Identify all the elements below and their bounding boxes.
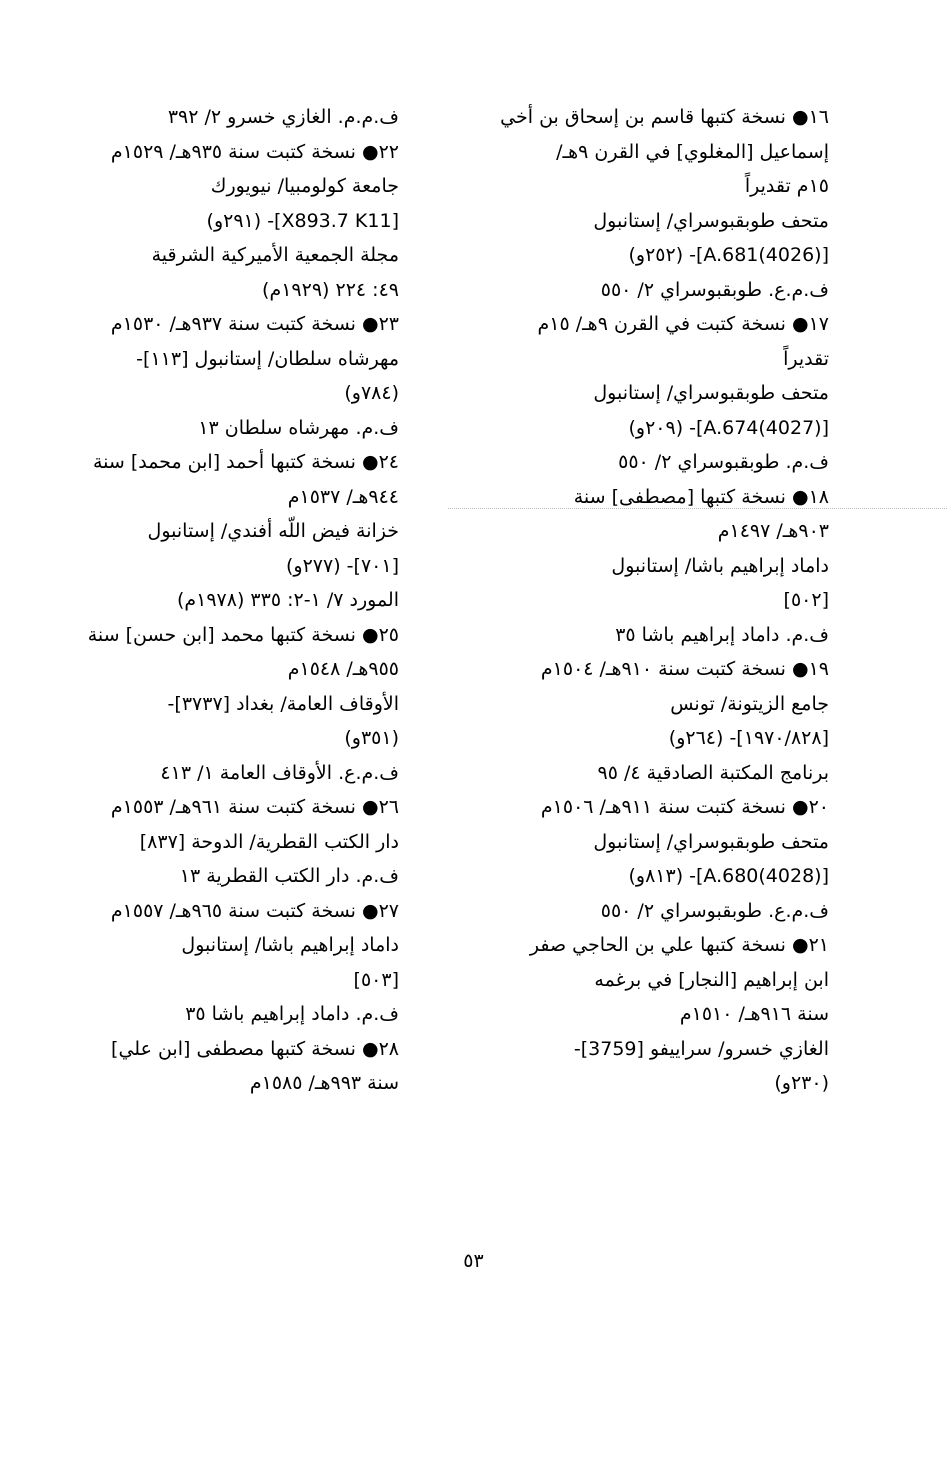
manuscript-entry bbox=[499, 100, 829, 307]
manuscript-entry bbox=[69, 307, 399, 445]
entry-heading-line: ٢٨● نسخة كتبها مصطفى [ابن علي] bbox=[111, 1037, 399, 1060]
manuscript-entry bbox=[499, 790, 829, 928]
entry-detail-line: تقديراً bbox=[783, 347, 829, 370]
entry-detail-line: ٩٤٤هـ/ ١٥٣٧م bbox=[287, 485, 399, 508]
manuscript-entry bbox=[69, 100, 399, 135]
entry-heading-line: ٢٥● نسخة كتبها محمد [ابن حسن] سنة bbox=[87, 623, 399, 646]
entry-detail-line: [٧٠١]- (٢٧٧و) bbox=[286, 554, 399, 577]
entry-detail-line: داماد إبراهيم باشا/ إستانبول bbox=[611, 554, 829, 577]
entry-detail-line: ف.م. مهرشاه سلطان ١٣ bbox=[198, 416, 399, 439]
manuscript-entry bbox=[69, 790, 399, 894]
entry-detail-line: داماد إبراهيم باشا/ إستانبول bbox=[181, 934, 399, 956]
entry-heading-line: ١٦● نسخة كتبها قاسم بن إسحاق بن أخي bbox=[500, 106, 829, 128]
entry-detail-line: ١٥م تقديراً bbox=[744, 175, 829, 197]
entry-detail-line: [A.674(4027)]- (٢٠٩و) bbox=[628, 416, 829, 439]
entry-detail-line: (٧٨٤و) bbox=[344, 382, 399, 404]
entry-detail-line: الأوقاف العامة/ بغداد [٣٧٣٧]- bbox=[167, 692, 399, 715]
entry-detail-line: ٤٩: ٢٢٤ (١٩٢٩م) bbox=[262, 278, 399, 301]
entry-detail-line: سنة ٩٩٣هـ/ ١٥٨٥م bbox=[249, 1072, 399, 1094]
entry-detail-line: جامع الزيتونة/ تونس bbox=[670, 692, 829, 715]
entry-detail-line: ابن إبراهيم [النجار] في برغمه bbox=[594, 968, 829, 991]
entry-detail-line: دار الكتب القطرية/ الدوحة [٨٣٧] bbox=[139, 830, 399, 853]
entry-detail-line: خزانة فيض اللّه أفندي/ إستانبول bbox=[147, 520, 399, 542]
entry-detail-line: ف.م. طوبقبوسراي ٢/ ٥٥٠ bbox=[618, 451, 829, 473]
entry-detail-line: [٥٠٢] bbox=[783, 589, 829, 611]
entry-detail-line: (٣٥١و) bbox=[344, 727, 399, 749]
entry-heading-line: ١٧● نسخة كتبت في القرن ٩هـ/ ١٥م bbox=[537, 313, 829, 335]
manuscript-entry bbox=[499, 928, 829, 1101]
entry-detail-line: [١٩٧٠/٨٢٨]- (٢٦٤و) bbox=[668, 727, 829, 749]
page-number: ٥٣ bbox=[463, 1250, 484, 1272]
manuscript-entry bbox=[69, 618, 399, 791]
entry-detail-line: متحف طوبقبوسراي/ إستانبول bbox=[593, 209, 829, 232]
entry-detail-line: سنة ٩١٦هـ/ ١٥١٠م bbox=[679, 1003, 829, 1025]
entry-detail-line: ٩٥٥هـ/ ١٥٤٨م bbox=[287, 658, 399, 680]
manuscript-entry bbox=[499, 307, 829, 480]
entry-heading-line: ٢٣● نسخة كتبت سنة ٩٣٧هـ/ ١٥٣٠م bbox=[110, 313, 399, 335]
manuscript-entry bbox=[69, 894, 399, 1032]
entry-heading-line: ف.م.م. الغازي خسرو ٢/ ٣٩٢ bbox=[167, 106, 399, 128]
entry-heading-line: ٢٢● نسخة كتبت سنة ٩٣٥هـ/ ١٥٢٩م bbox=[110, 140, 399, 163]
manuscript-entry bbox=[499, 480, 829, 653]
entry-detail-line: المورد ٧/ ١-٢: ٣٣٥ (١٩٧٨م) bbox=[176, 589, 399, 611]
entry-detail-line: برنامج المكتبة الصادقية ٤/ ٩٥ bbox=[597, 761, 829, 784]
entry-detail-line: ف.م. داماد إبراهيم باشا ٣٥ bbox=[615, 623, 829, 646]
entry-detail-line: [X893.7 K11]- (٢٩١و) bbox=[206, 209, 399, 232]
entry-heading-line: ٢٠● نسخة كتبت سنة ٩١١هـ/ ١٥٠٦م bbox=[540, 796, 829, 818]
entry-detail-line: متحف طوبقبوسراي/ إستانبول bbox=[593, 830, 829, 853]
entry-heading-line: ٢٧● نسخة كتبت سنة ٩٦٥هـ/ ١٥٥٧م bbox=[110, 899, 399, 922]
entry-detail-line: [A.681(4026)]- (٢٥٢و) bbox=[628, 244, 829, 266]
entry-detail-line: إسماعيل [المغلوي] في القرن ٩هـ/ bbox=[556, 140, 829, 163]
right-column bbox=[499, 100, 829, 1101]
manuscript-entry bbox=[69, 135, 399, 308]
entry-detail-line: متحف طوبقبوسراي/ إستانبول bbox=[593, 382, 829, 404]
entry-heading-line: ٢٤● نسخة كتبها أحمد [ابن محمد] سنة bbox=[92, 451, 399, 473]
entry-detail-line: ف.م.ع. الأوقاف العامة ١/ ٤١٣ bbox=[160, 761, 399, 784]
entry-detail-line: مهرشاه سلطان/ إستانبول [١١٣]- bbox=[136, 347, 399, 370]
manuscript-entry bbox=[499, 652, 829, 790]
entry-heading-line: ١٩● نسخة كتبت سنة ٩١٠هـ/ ١٥٠٤م bbox=[540, 658, 829, 680]
manuscript-entry bbox=[69, 445, 399, 618]
entry-detail-line: [٥٠٣] bbox=[353, 968, 399, 991]
manuscript-entry bbox=[69, 1032, 399, 1101]
entry-detail-line: ف.م. داماد إبراهيم باشا ٣٥ bbox=[185, 1003, 399, 1025]
entry-detail-line: ٩٠٣هـ/ ١٤٩٧م bbox=[717, 520, 829, 542]
entry-detail-line: [A.680(4028)]- (٨١٣و) bbox=[628, 865, 829, 887]
entry-detail-line: ف.م.ع. طوبقبوسراي ٢/ ٥٥٠ bbox=[600, 899, 829, 922]
entry-heading-line: ١٨● نسخة كتبها [مصطفى] سنة bbox=[573, 485, 829, 508]
entry-detail-line: (٢٣٠و) bbox=[774, 1072, 829, 1094]
entry-detail-line: جامعة كولومبيا/ نيويورك bbox=[210, 175, 399, 197]
entry-detail-line: الغازي خسرو/ سراييفو [3759]- bbox=[573, 1037, 829, 1060]
entry-detail-line: ف.م. دار الكتب القطرية ١٣ bbox=[179, 865, 399, 887]
entry-detail-line: ف.م.ع. طوبقبوسراي ٢/ ٥٥٠ bbox=[600, 278, 829, 301]
left-column bbox=[69, 100, 399, 1101]
entry-heading-line: ٢٦● نسخة كتبت سنة ٩٦١هـ/ ١٥٥٣م bbox=[110, 796, 399, 818]
entry-heading-line: ٢١● نسخة كتبها علي بن الحاجي صفر bbox=[529, 934, 829, 956]
entry-detail-line: مجلة الجمعية الأميركية الشرقية bbox=[151, 244, 399, 266]
